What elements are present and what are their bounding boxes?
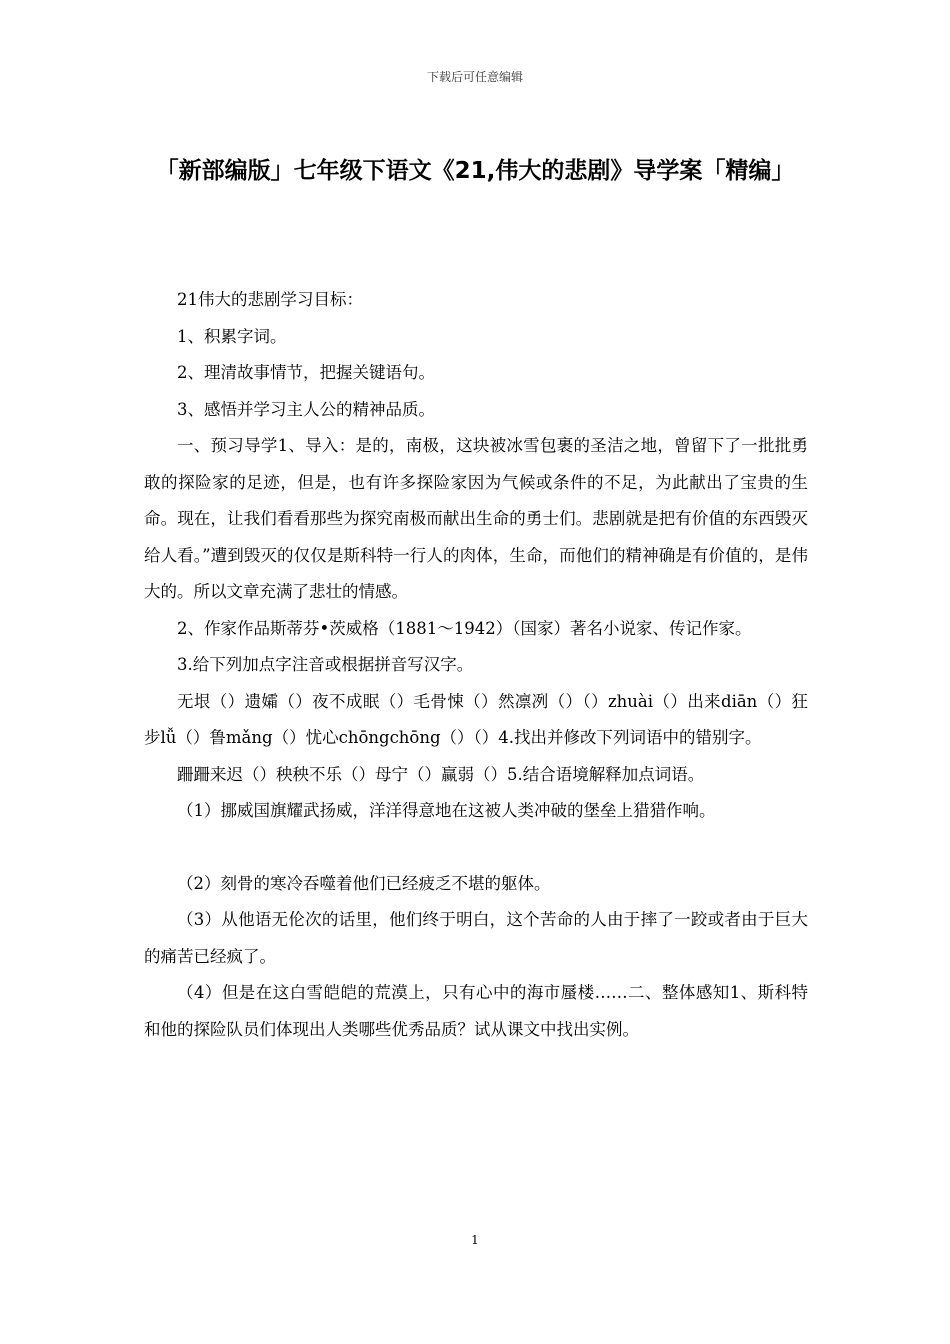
- page-number: 1: [471, 1233, 479, 1247]
- paragraph-objective-3: 3、感悟并学习主人公的精神品质。: [177, 399, 435, 419]
- paragraph-introduction: 一、预习导学1、导入：是的，南极，这块被冰雪包裹的圣洁之地，曾留下了一批批勇敢的探险家的足迹，但是，也有许多探险家因为气候或条件的不足，为此献出了宝贵的生命。现在，让我们看看那些为探究南极而献出生命的勇士们。悲剧就是把有价值的东西毁灭给人看。”遭到毁灭的仅仅是斯科特一行人的肉体，生命，而他们的精神确是有价值的，是伟大的。所以文章充满了悲壮的情感。: [144, 436, 808, 601]
- paragraph-exercise-3: 3.给下列加点字注音或根据拼音写汉字。: [177, 655, 474, 674]
- paragraph-exercise-typos: 跚跚来迟（）秧秧不乐（）母宁（）赢弱（）5.结合语境解释加点词语。: [177, 764, 705, 784]
- paragraph-sentence-3: （3）从他语无伦次的话里，他们终于明白，这个苦命的人由于摔了一跤或者由于巨大的痛苦已经疯了。: [144, 910, 808, 966]
- paragraph-exercise-words: 无垠（）遗孀（）夜不成眠（）毛骨悚（）然凛冽（）（）zhuài（）出来diān（）狂步lǚ（）鲁mǎng（）忧心chōngchōng（）（）4.找出并修改下列词语中的错别字。: [144, 691, 808, 747]
- paragraph-sentence-4: （4）但是在这白雪皑皑的荒漠上，只有心中的海市蜃楼……二、整体感知1、斯科特和他的探险队员们体现出人类哪些优秀品质？试从课文中找出实例。: [144, 983, 808, 1039]
- paragraph-objectives-heading: 21伟大的悲剧学习目标：: [177, 290, 363, 309]
- paragraph-sentence-1: （1）挪威国旗耀武扬威，洋洋得意地在这被人类冲破的堡垒上猎猎作响。: [177, 801, 716, 820]
- paragraph-sentence-2: （2）刻骨的寒冷吞噬着他们已经疲乏不堪的躯体。: [177, 873, 551, 893]
- paragraph-objective-1: 1、积累字词。: [177, 326, 287, 346]
- page-header: 下载后可任意编辑: [426, 70, 523, 84]
- document-title: 「新部编版」七年级下语文《21,伟大的悲剧》导学案「精编」: [155, 158, 795, 184]
- paragraph-author: 2、作家作品斯蒂芬•茨威格（1881～1942）（国家）著名小说家、传记作家。: [177, 618, 752, 638]
- document-body: [144, 282, 808, 1048]
- blank-space: [144, 830, 808, 866]
- paragraph-objective-2: 2、理清故事情节，把握关键语句。: [177, 363, 435, 382]
